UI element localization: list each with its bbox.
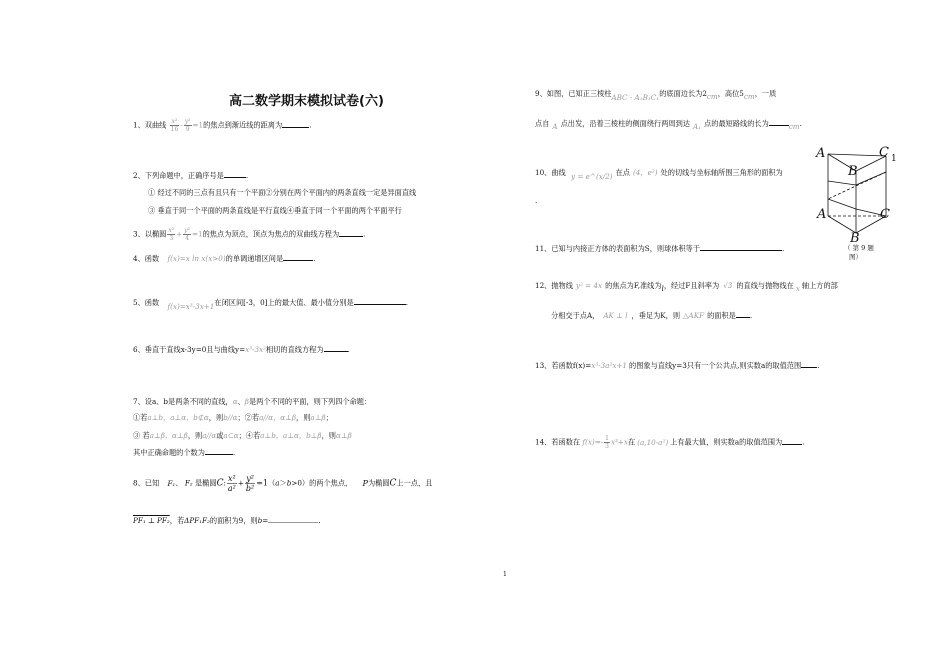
q7-sep: 、 [237, 397, 245, 406]
q12-line-2 [551, 311, 752, 320]
q13-function: x³-3a²x+1 [591, 361, 628, 370]
q12-l1d: 的直线与抛物线在 [736, 281, 794, 290]
q7-l3d: a//α [202, 431, 217, 440]
q7-l2e: ；②若 [237, 413, 260, 422]
q7-l3f: a⊂α [223, 431, 239, 440]
q12-end: . [749, 311, 753, 320]
q7-l4: 其中正确命题的个数为 [133, 448, 205, 457]
q9-cm2: cm [743, 92, 755, 101]
q1-numerator-y: y² [184, 118, 191, 125]
q9-l1c: ，高位5 [717, 89, 744, 98]
q13-text-post: 的图象与直线y=3只有一个公共点,则实数a的取值范围 [629, 361, 802, 370]
q7-text: 7、设a、b是两条不同的直线， [133, 397, 233, 406]
q10-curve: y = e^(x/2) [571, 172, 613, 181]
answer-blank [339, 229, 366, 239]
q3-fraction-x [167, 227, 175, 242]
q8-b-var: b [257, 516, 263, 525]
q8-cond-end: >0）的两个焦点， [291, 478, 353, 488]
q1-denominator: 16 [170, 126, 179, 133]
q8-gt: ＞ [279, 478, 287, 488]
vertex-label-c1-sub: 1 [891, 154, 897, 164]
q2-statement-2: ③ 垂直于同一个平面的两条直线是平行直线④垂直于同一个平面的两个平面平行 [148, 206, 402, 215]
q8-den-x: a² [227, 484, 236, 493]
q1-text: 1、双曲线 [133, 120, 167, 130]
page-title: 高二数学期末模拟试卷(六) [229, 94, 384, 109]
q14-interval: (a,10-a²) [637, 437, 669, 447]
q2-statement-1: ① 经过不同的三点有且只有一个平面②分别在两个平面内的两条直线一定是异面直线 [148, 188, 417, 197]
question-11 [535, 244, 784, 253]
q14-function-tail: x³+x [611, 437, 629, 447]
q8-text: 8、已知 [133, 478, 160, 488]
answer-blank [282, 120, 312, 130]
q3-num-y: y² [184, 227, 190, 234]
q12-l1b: 的焦点为F,准线为 [605, 281, 662, 290]
vertex-label-b: B [850, 231, 860, 246]
q4-text-post: 的单调递增区间是 [225, 254, 284, 263]
q3-den-y: 4 [185, 235, 189, 242]
question-2 [133, 171, 248, 180]
q8-plus: + [237, 478, 244, 488]
question-4 [133, 254, 315, 263]
q14-function: f(x)=- [582, 437, 604, 447]
q14-text: 14、若函数在 [535, 437, 581, 447]
q12-l: l [661, 284, 664, 293]
q8-mid: 是椭圆 [194, 478, 217, 488]
q7-l2a: ①若 [133, 413, 148, 422]
page-number: 1 [503, 571, 507, 578]
q1-numerator: x² [171, 118, 178, 125]
q3-num-x: x² [168, 227, 175, 234]
q12-l2c: 的面积是 [707, 311, 736, 320]
q8-end: . [318, 516, 321, 525]
q9-l2c: 点的最短路线的长为 [704, 119, 769, 128]
answer-blank [782, 437, 805, 447]
vertex-label-c1: C [879, 145, 889, 160]
q12-triangle: △AKF [683, 311, 705, 320]
question-7 [133, 397, 371, 406]
q8-colon: : [223, 478, 226, 488]
q1-eq: =1 [192, 120, 204, 130]
q10-line-2 [535, 196, 537, 205]
q3-eq: =1 [191, 229, 203, 239]
q1-fraction-y [184, 118, 192, 133]
answer-blank [736, 311, 753, 320]
q12-l2b: ，垂足为K，则 [631, 311, 681, 320]
q3-text: 3、以椭圆 [133, 229, 167, 239]
q7-l2b: a⊥b，a⊥α，b⊄α [147, 413, 209, 422]
q1-fraction-x [170, 118, 183, 133]
q8-sep: 、 [175, 478, 183, 488]
q8-eq: =1 [256, 478, 269, 488]
q9-cm1: cm [706, 92, 718, 101]
question-8 [133, 474, 432, 493]
q8-num-y: y² [246, 474, 254, 483]
q7-l2d: b//α [223, 413, 238, 422]
q5-text-post: 在闭区间[-3，0]上的最大值、最小值分别是 [214, 298, 354, 307]
question-6 [133, 345, 350, 354]
q8-num-x: x² [228, 474, 236, 483]
q9-l2a: 点自 [535, 119, 550, 128]
q6-end: . [347, 345, 350, 354]
q14-mid: 在 [628, 437, 636, 447]
vertex-label-c: C [880, 207, 890, 222]
q5-function: f(x)=x³-3x+1 [167, 302, 215, 311]
q9-l2b: 点出发，沿着三棱柱的侧面绕行两周到达 [560, 119, 690, 128]
q5-text: 5、函数 [133, 298, 160, 307]
q12-text: 12、抛物线 [535, 281, 573, 290]
q7-l2f: a//α，α⊥β [259, 413, 297, 422]
q11-text: 11、已知与内接正方体的表面积为S，则球体积等于 [535, 244, 701, 253]
q3-end: . [363, 229, 366, 239]
q8-b: b [286, 478, 292, 488]
q12-l1c: ，经过F且斜率为 [663, 281, 720, 290]
q12-slope: √3 [723, 281, 733, 290]
answer-blank [324, 345, 348, 352]
vertex-label-a: A [817, 207, 827, 222]
q7-l3j: α⊥β [335, 431, 352, 440]
q6-curve: x³-3x² [245, 345, 266, 354]
q1-minus: - [180, 120, 183, 130]
q10-mid: 在点 [615, 168, 630, 177]
answer-blank [354, 298, 409, 307]
answer-blank [801, 361, 820, 370]
q7-l2h: a⊥β [310, 413, 326, 422]
vertex-label-b1: B [848, 164, 858, 179]
q7-l3a: ③ 若 [133, 431, 150, 440]
q9-prism: ABC - A₁B₁C₁ [611, 93, 660, 102]
q10-point: (4，e²) [633, 168, 658, 177]
q8-p: P [362, 478, 368, 488]
q7-l3e: 或 [216, 431, 224, 440]
figure-caption-2: 图） [849, 253, 862, 261]
q12-perp: AK ⊥ l [603, 311, 628, 320]
q12-parabola: y² = 4x [575, 281, 603, 290]
q14-text-post: 上有最大值，则实数a的取值范围为 [670, 437, 783, 447]
question-13 [535, 361, 819, 370]
q8-den-y: b² [245, 484, 255, 493]
prism-figure [814, 145, 904, 267]
answer-blank [224, 171, 249, 180]
q8-a: a [275, 478, 280, 488]
q9-cm3: cm [788, 122, 800, 131]
q7-line-2 [133, 413, 333, 422]
q5-end: . [405, 298, 409, 307]
q3-plus: + [176, 229, 183, 239]
figure-caption: （ 第 9 题 [844, 244, 874, 252]
q8-tail: 上一点，且 [396, 478, 433, 488]
q7-alpha: α [232, 397, 238, 406]
answer-blank [283, 254, 316, 263]
question-3 [133, 227, 365, 242]
q3-text-post: 的焦点为顶点，顶点为焦点的双曲线方程为 [202, 229, 340, 239]
q1-text-post: 的焦点到渐近线的距离为 [203, 120, 283, 130]
q1-denominator-y: 9 [185, 126, 190, 133]
q3-den-x: 3 [169, 235, 174, 242]
q8-vectors: PF₁ ⊥ PF₂ [133, 516, 170, 525]
q7-l2g: ，则 [296, 413, 311, 422]
answer-blank [769, 119, 789, 126]
answer-blank [268, 516, 321, 525]
q9-l1b: 的底面边长为2 [659, 89, 707, 98]
q8-triangle: ΔPF₁F₂ [184, 516, 210, 525]
q2-text: 2、下列命题中，正确序号是 [133, 171, 224, 180]
q13-text: 13、若函数f(x)= [535, 361, 592, 370]
q7-text-b: 是两个不同的平面，则下列四个命题： [248, 397, 372, 406]
q8-l2f: = [262, 516, 269, 525]
q9-line-2 [535, 119, 802, 131]
q12-l2a: 分相交于点A， [551, 311, 600, 320]
q11-end: . [782, 244, 785, 253]
q7-l3b: a⊥β，α⊥β [149, 431, 188, 440]
q8-c2: C [389, 478, 397, 489]
q4-end: . [313, 254, 316, 263]
question-14 [535, 435, 805, 450]
vertex-label-a1: A [816, 146, 826, 161]
answer-blank [700, 244, 785, 253]
q14-den: 3 [605, 443, 609, 450]
q7-beta: β [244, 397, 249, 406]
q9-text: 9、如图，已知正三棱柱 [535, 89, 612, 98]
q4-function: f(x)=x ln x(x>0) [167, 254, 226, 263]
q13-end: . [817, 361, 820, 370]
question-10 [535, 168, 783, 181]
q9-end: . [799, 119, 802, 128]
q12-x: x [795, 284, 800, 293]
question-5 [133, 298, 409, 311]
q10-text: 10、曲线 [535, 168, 566, 177]
q14-end: . [802, 437, 805, 447]
q8-cond: （ [268, 478, 276, 488]
q8-f1: F₁ [167, 478, 176, 488]
q7-l3h: a⊥b，a⊥α，b⊥β [260, 431, 322, 440]
q10-end: . [535, 196, 538, 205]
q7-end: . [232, 448, 236, 457]
q7-line-3 [133, 431, 352, 440]
q7-l3c: ，则 [187, 431, 203, 440]
q6-text: 6、垂直于直线x-3y=0且与曲线y= [133, 345, 246, 354]
q12-l1e: 轴上方的部 [801, 281, 838, 290]
q1-end: . [309, 120, 312, 130]
q8-fraction-x [227, 474, 237, 493]
q8-f2: F₂ [184, 478, 193, 488]
q9-l1d: ，一质 [754, 89, 777, 98]
q9-a1: A₁ [692, 122, 702, 131]
q6-text-post: 相切的直线方程为 [266, 345, 324, 354]
question-9 [535, 89, 777, 102]
answer-blank [205, 448, 236, 457]
q7-l3i: ，则 [321, 431, 336, 440]
q14-num: 1 [605, 435, 609, 442]
question-12 [535, 281, 838, 293]
q8-c: C [216, 478, 224, 489]
q7-line-4 [133, 448, 235, 457]
q10-text-post: 处的切线与坐标轴所围三角形的面积为 [660, 168, 783, 177]
q8-line-2 [133, 516, 321, 525]
question-1 [133, 118, 311, 133]
q9-a: A [552, 122, 558, 131]
q3-fraction-y [183, 227, 191, 242]
q8-l2d: 的面积为9，则 [209, 516, 258, 525]
q8-pc: 为椭圆 [367, 478, 390, 488]
q2-end: . [245, 171, 249, 180]
q7-l2c: ，则 [208, 413, 224, 422]
q14-fraction [604, 435, 610, 450]
q8-fraction-y [245, 474, 255, 493]
q8-l2b: ，若 [169, 516, 185, 525]
q7-l3g: ；④若 [238, 431, 261, 440]
q4-text: 4、函数 [133, 254, 160, 263]
q7-l2i: ； [325, 413, 333, 422]
